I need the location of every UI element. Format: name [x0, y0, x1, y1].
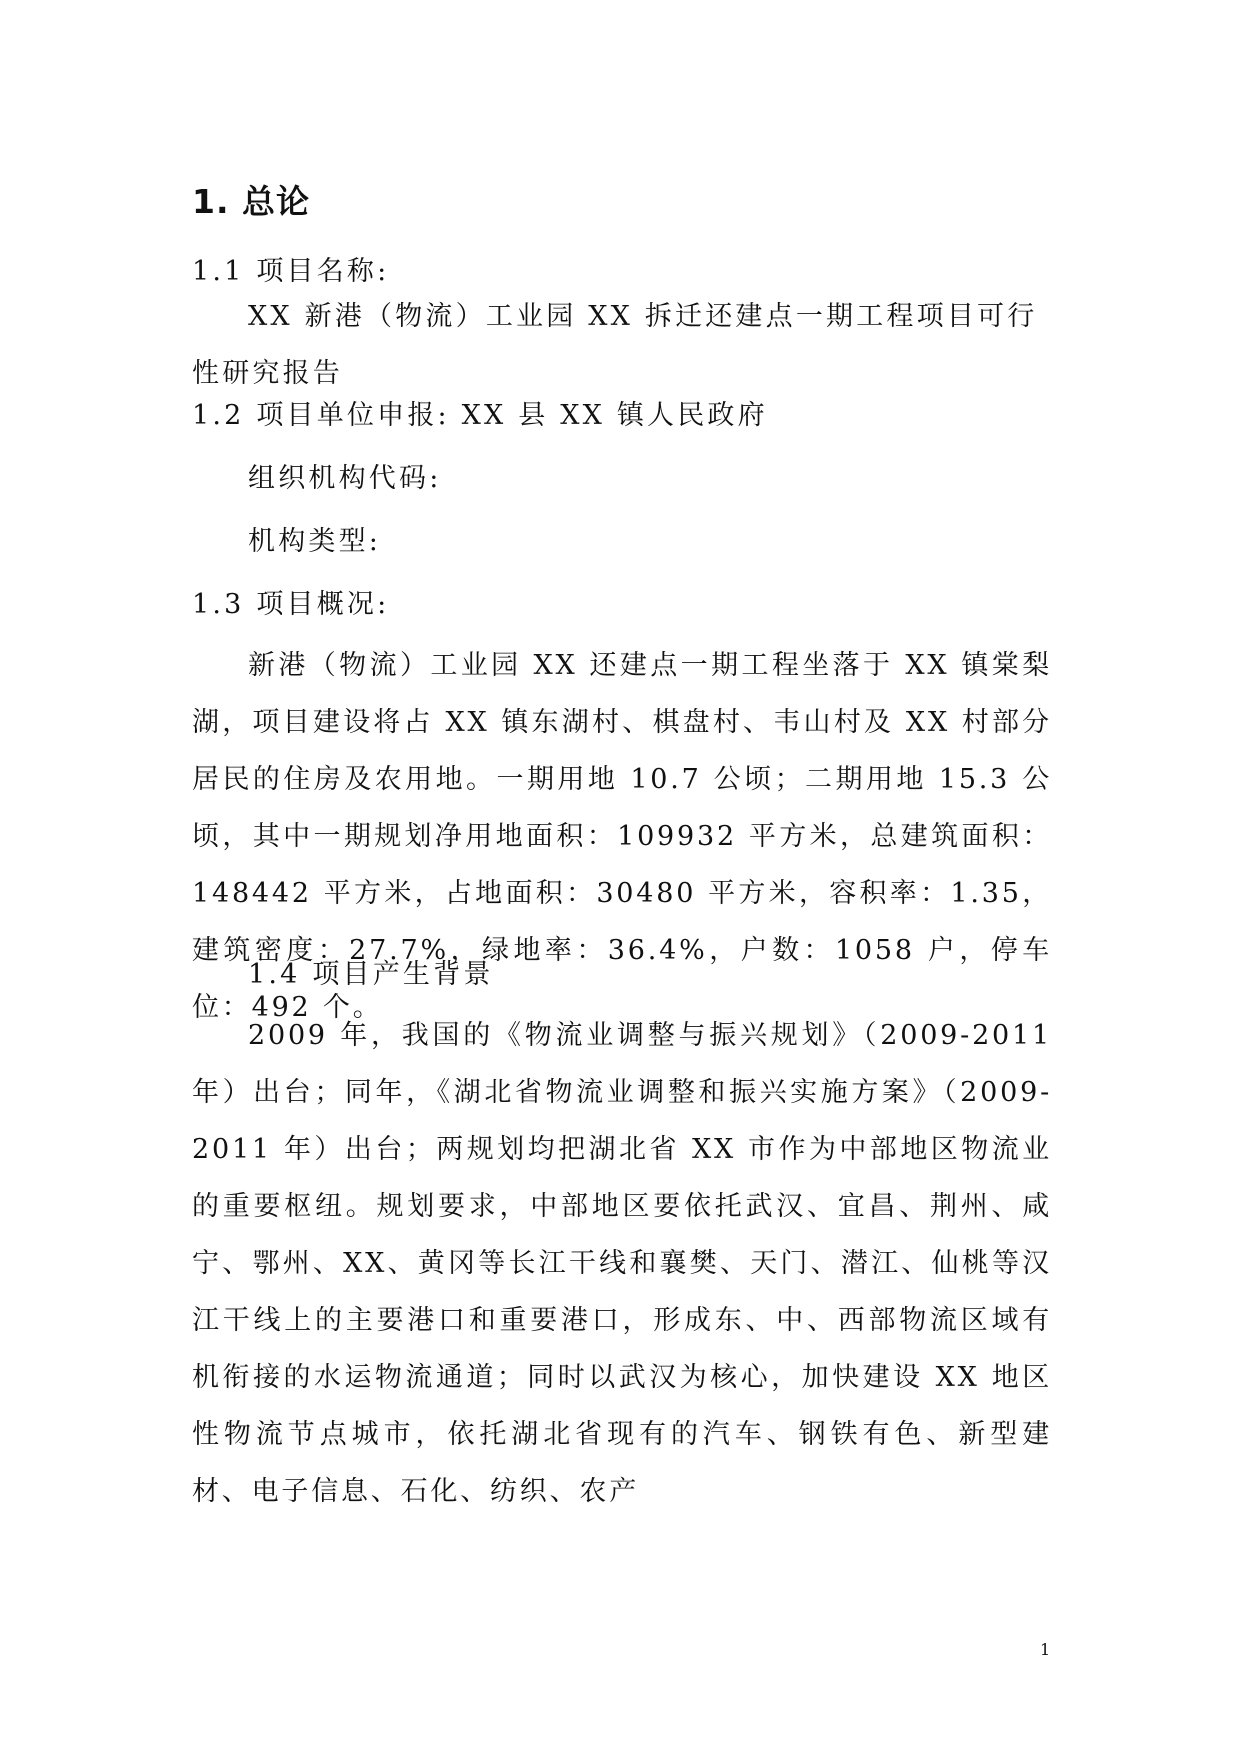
page-number: 1 [1040, 1640, 1051, 1659]
section-1-3-label: 1.3 项目概况: [192, 589, 390, 620]
org-type-label: 机构类型: [248, 526, 382, 557]
chapter-heading: 1. 总论 [192, 182, 310, 221]
background-paragraph: 2009 年，我国的《物流业调整与振兴规划》（2009-2011 年）出台；同年，《湖北省物流业调整和振兴实施方案》（2009-2011 年）出台；两规划均把湖北省 XX 市作为中部地区物流业的重要枢纽。规划要求，中部地区要依托武汉、宜昌、荆州、咸宁、鄂州、XX、黄冈等长江干线和襄樊、天门、潜江、仙桃等汉江干线上的主要港口和重要港口，形成东、中、西部物流区域有机衔接的水运物流通道；同时以武汉为核心，加快建设 XX 地区性物流节点城市，依托湖北省现有的汽车、钢铁有色、新型建材、电子信息、石化、纺织、农产 [192, 1020, 1052, 1507]
org-code-label: 组织机构代码: [248, 463, 442, 494]
section-1-4-label: 1.4 项目产生背景 [248, 959, 494, 990]
overview-paragraph: 新港（物流）工业园 XX 还建点一期工程坐落于 XX 镇棠梨湖，项目建设将占 XX 镇东湖村、棋盘村、韦山村及 XX 村部分居民的住房及农用地。一期用地 10.7 公顷；二期用地 15.3 公顷，其中一期规划净用地面积：109932 平方米，总建筑面积：148442 平方米，占地面积：30480 平方米，容积率：1.35，建筑密度：27.7%，绿地率：36.4%，户数：1058 户，停车位：492 个。 [192, 650, 1052, 1023]
section-1-2-label: 1.2 项目单位申报: XX 县 XX 镇人民政府 [192, 400, 768, 431]
project-name-text: XX 新港（物流）工业园 XX 拆迁还建点一期工程项目可行性研究报告 [192, 301, 1038, 389]
section-1-1-label: 1.1 项目名称: [192, 256, 390, 287]
